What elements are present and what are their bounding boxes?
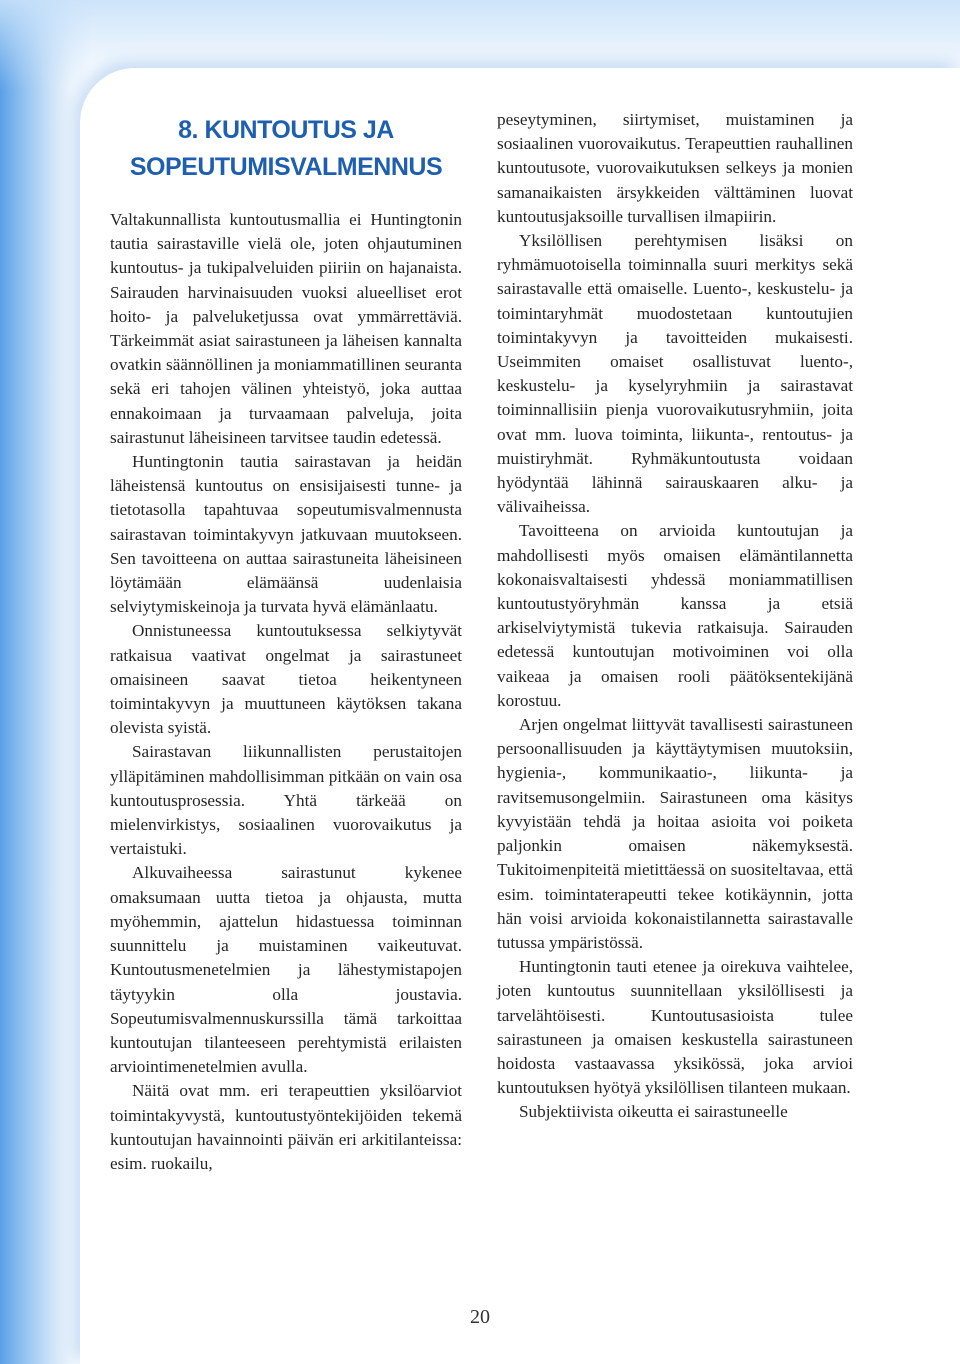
paragraph: Alkuvaiheessa sairastunut kykenee omaksumaan uutta tietoa ja ohjausta, mutta myöhemmin, ajattelun hidastuessa toiminnan suunnittelu ja muistaminen vaikeutuvat. Kuntoutusmenetelmien ja lähestymistapojen täytyykin olla joustavia. Sopeutumisvalmennuskurssilla tämä tarkoittaa kuntoutujan tilanteeseen perehtymistä erilaisten arviointimenetelmien avulla. (110, 863, 462, 1077)
paragraph: Tavoitteena on arvioida kuntoutujan ja mahdollisesti myös omaisen elämäntilannetta kokonaisvaltaisesti yhdessä moniammatillisen kuntoutustyöryhmän kanssa ja etsiä arkiselviytymistä tukevia ratkaisuja. Sairauden edetessä kuntoutujan motivoiminen voi olla vaikeaa ja omaisen rooli päätöksentekijänä korostuu. (497, 521, 853, 710)
section-heading (110, 112, 462, 186)
paragraph: Onnistuneessa kuntoutuksessa selkiytyvät ratkaisua vaativat ongelmat ja sairastuneet omaisineen saavat tietoa heikentyneen toimintakyvyn ja muuttuneen käytöksen takana olevista syistä. (110, 621, 462, 738)
heading-line-1: 8. KUNTOUTUS JA (178, 116, 394, 144)
paragraph: Huntingtonin tautia sairastavan ja heidän läheistensä kuntoutus on ensisijaisesti tunne- ja tietotasolla tapahtuvaa sopeutumisvalmennusta sairastavan toimintakyvyn jatkuvaan muutokseen. Sen tavoitteena on auttaa sairastuneita läheisineen löytämään elämäänsä uudenlaisia selviytymiskeinoja ja turvata hyvä elämänlaatu. (110, 452, 462, 617)
paragraph: peseytyminen, siirtymiset, muistaminen ja sosiaalinen vuorovaikutus. Terapeuttien rauhallinen kuntoutusote, vuorovaikutuksen selkeys ja monien samanaikaisten ärsykkeiden välttäminen luovat kuntoutusjaksoille turvallisen ilmapiirin. (497, 110, 853, 226)
paragraph: Huntingtonin tauti etenee ja oirekuva vaihtelee, joten kuntoutus suunnitellaan yksilöllisesti ja tarvelähtöisesti. Kuntoutusasioista tulee sairastuneen ja omaisen keskustella sairastuneen hoidosta vastaavassa yksikössä, joka arvioi kuntoutuksen hyötyä yksilöllisen tilanteen mukaan. (497, 957, 853, 1098)
heading-line-2: SOPEUTUMISVALMENNUS (129, 153, 443, 181)
paragraph: Subjektiivista oikeutta ei sairastuneelle (519, 1102, 788, 1122)
paragraph: Yksilöllisen perehtymisen lisäksi on ryhmämuotoisella toiminnalla suuri merkitys sekä sairastavalle että omaiselle. Luento-, keskustelu- ja toimintaryhmät muodostetaan kuntoutujien toimintakyvyn ja tavoitteiden mukaisesti. Useimmiten omaiset osallistuvat luento-, keskustelu- ja kyselyryhmiin ja sairastavat toiminnallisiin pienja vuorovaikutusryhmiin, joita ovat mm. luova toiminta, liikunta-, rentoutus- ja muistiryhmät. Ryhmäkuntoutusta voidaan hyödyntää lähinnä sairauskaaren alku- ja välivaiheissa. (497, 231, 853, 517)
paragraph: Sairastavan liikunnallisten perustaitojen ylläpitäminen mahdollisimman pitkään on vain osa kuntoutusprosessia. Yhtä tärkeää on mielenvirkistys, sosiaalinen vuorovaikutus ja vertaistuki. (110, 742, 462, 859)
paragraph: Näitä ovat mm. eri terapeuttien yksilöarviot toimintakyvystä, kuntoutustyöntekijöiden tekemä kuntoutujan havainnointi päivän eri arkitilanteissa: esim. ruokailu, (110, 1081, 462, 1173)
paragraph: Valtakunnallista kuntoutusmallia ei Huntingtonin tautia sairastaville vielä ole, joten ohjautuminen kuntoutus- ja tukipalveluiden piiriin on hajanaista. Sairauden harvinaisuuden vuoksi alueelliset erot hoito- ja palveluketjussa ovat ymmärrettäviä. Tärkeimmät asiat sairastuneen ja läheisen kannalta ovatkin säännöllinen ja moniammatillinen seuranta sekä eri tahojen välinen yhteistyö, joka auttaa ennakoimaan ja turvaamaan palveluja, joita sairastunut läheisineen tarvitsee taudin edetessä. (110, 210, 462, 447)
paragraph: Arjen ongelmat liittyvät tavallisesti sairastuneen persoonallisuuden ja käyttäytymisen muutoksiin, hygienia-, kommunikaatio-, liikunta- ja ravitsemusongelmiin. Sairastuneen oma käsitys kyvyistään tehdä ja hoitaa asioita voi poiketa paljonkin omaisen näkemyksestä. Tukitoimenpiteitä mietittäessä on suositeltavaa, että esim. toimintaterapeutti tekee kotikäynnin, jotta hän voisi arvioida kokonaistilannetta sairastavalle tutussa ympäristössä. (497, 715, 853, 952)
page-number: 20 (470, 1306, 490, 1328)
right-column (497, 108, 853, 1125)
left-column (110, 112, 462, 1176)
